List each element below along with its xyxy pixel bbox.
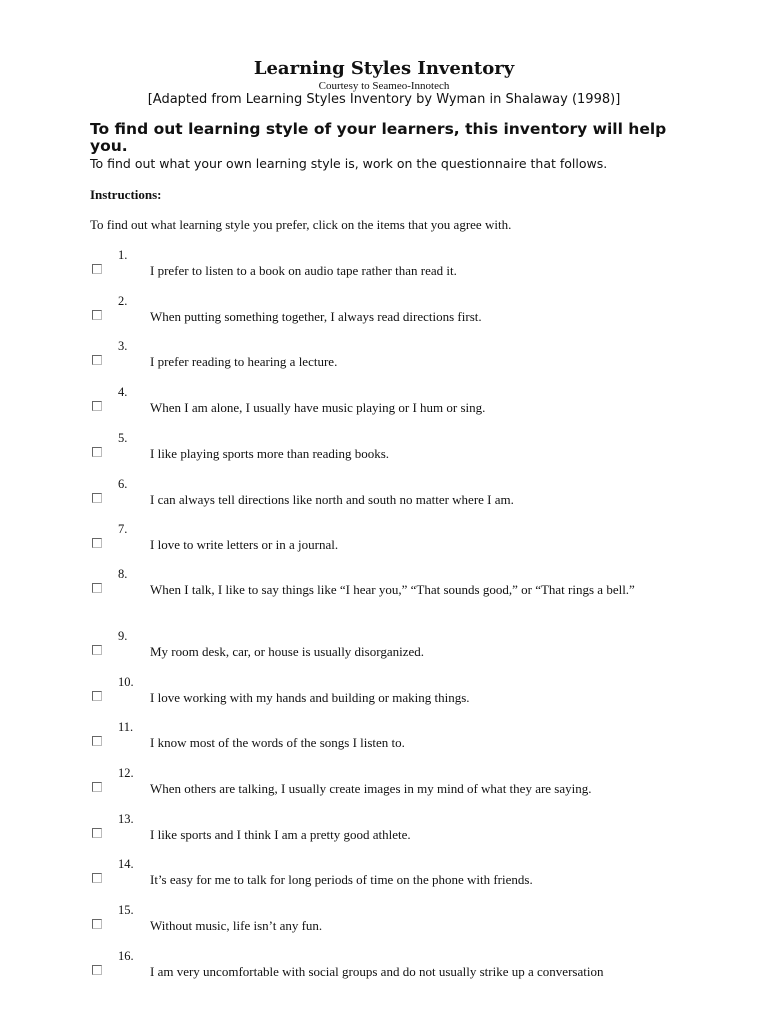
item-statement: I can always tell directions like north and south no matter where I am. xyxy=(150,492,514,507)
agree-checkbox[interactable] xyxy=(92,965,102,975)
item-statement: It’s easy for me to talk for long periods of time on the phone with friends. xyxy=(150,872,533,887)
item-statement: I prefer to listen to a book on audio tape rather than read it. xyxy=(150,263,457,278)
section-heading: To find out learning style of your learners, this inventory will help you. xyxy=(90,120,667,155)
agree-checkbox[interactable] xyxy=(92,401,102,411)
item-number: 1. xyxy=(118,248,128,262)
instructions-label: Instructions: xyxy=(90,187,162,202)
agree-checkbox[interactable] xyxy=(92,538,102,548)
document-title: Learning Styles Inventory xyxy=(253,58,515,79)
item-statement: I know most of the words of the songs I listen to. xyxy=(150,735,405,750)
item-number: 11. xyxy=(118,720,134,734)
agree-checkbox[interactable] xyxy=(92,264,102,274)
instructions-text: To find out what learning style you prefer, click on the items that you agree with. xyxy=(90,217,512,232)
courtesy-line: Courtesy to Seameo-Innotech xyxy=(318,80,450,92)
item-number: 7. xyxy=(118,522,128,536)
item-number: 15. xyxy=(118,903,134,917)
item-statement: I love to write letters or in a journal. xyxy=(150,537,339,552)
item-statement: When I talk, I like to say things like “I hear you,” “That sounds good,” or “That rings a bell.” xyxy=(150,582,635,597)
agree-checkbox[interactable] xyxy=(92,355,102,365)
item-number: 14. xyxy=(118,857,134,871)
list-item xyxy=(0,766,768,811)
item-number: 5. xyxy=(118,431,128,445)
agree-checkbox[interactable] xyxy=(92,828,102,838)
agree-checkbox[interactable] xyxy=(92,447,102,457)
agree-checkbox[interactable] xyxy=(92,691,102,701)
item-number: 16. xyxy=(118,949,134,963)
agree-checkbox[interactable] xyxy=(92,782,102,792)
item-number: 6. xyxy=(118,477,128,491)
item-statement: I like playing sports more than reading books. xyxy=(150,446,390,461)
item-number: 2. xyxy=(118,294,128,308)
list-item xyxy=(0,294,768,339)
list-item xyxy=(0,949,768,994)
item-number: 13. xyxy=(118,812,134,826)
list-item xyxy=(0,431,768,476)
item-statement: When others are talking, I usually create images in my mind of what they are saying. xyxy=(150,781,592,796)
item-statement: I prefer reading to hearing a lecture. xyxy=(150,354,338,369)
agree-checkbox[interactable] xyxy=(92,645,102,655)
list-item xyxy=(0,675,768,720)
list-item xyxy=(0,522,768,567)
item-number: 12. xyxy=(118,766,134,780)
item-number: 3. xyxy=(118,339,128,353)
item-statement: I love working with my hands and building or making things. xyxy=(150,690,470,705)
agree-checkbox[interactable] xyxy=(92,736,102,746)
item-statement: Without music, life isn’t any fun. xyxy=(150,918,323,933)
list-item xyxy=(0,812,768,857)
item-statement: I am very uncomfortable with social groups and do not usually strike up a conversation xyxy=(150,964,604,979)
item-number: 8. xyxy=(118,567,128,581)
item-statement: When I am alone, I usually have music playing or I hum or sing. xyxy=(150,400,486,415)
adapted-from-line: [Adapted from Learning Styles Inventory by Wyman in Shalaway (1998)] xyxy=(147,92,621,107)
list-item xyxy=(0,629,768,674)
agree-checkbox[interactable] xyxy=(92,919,102,929)
agree-checkbox[interactable] xyxy=(92,493,102,503)
agree-checkbox[interactable] xyxy=(92,310,102,320)
list-item xyxy=(0,477,768,522)
item-statement: I like sports and I think I am a pretty good athlete. xyxy=(150,827,411,842)
list-item xyxy=(0,567,768,625)
item-number: 10. xyxy=(118,675,134,689)
item-statement: When putting something together, I always read directions first. xyxy=(150,309,482,324)
agree-checkbox[interactable] xyxy=(92,873,102,883)
list-item xyxy=(0,720,768,765)
agree-checkbox[interactable] xyxy=(92,583,102,593)
item-number: 9. xyxy=(118,629,128,643)
item-statement: My room desk, car, or house is usually disorganized. xyxy=(150,644,424,659)
list-item xyxy=(0,857,768,902)
list-item xyxy=(0,248,768,293)
list-item xyxy=(0,903,768,948)
list-item xyxy=(0,339,768,384)
list-item xyxy=(0,385,768,430)
item-number: 4. xyxy=(118,385,128,399)
section-subheading: To find out what your own learning style is, work on the questionnaire that follows. xyxy=(90,156,608,171)
